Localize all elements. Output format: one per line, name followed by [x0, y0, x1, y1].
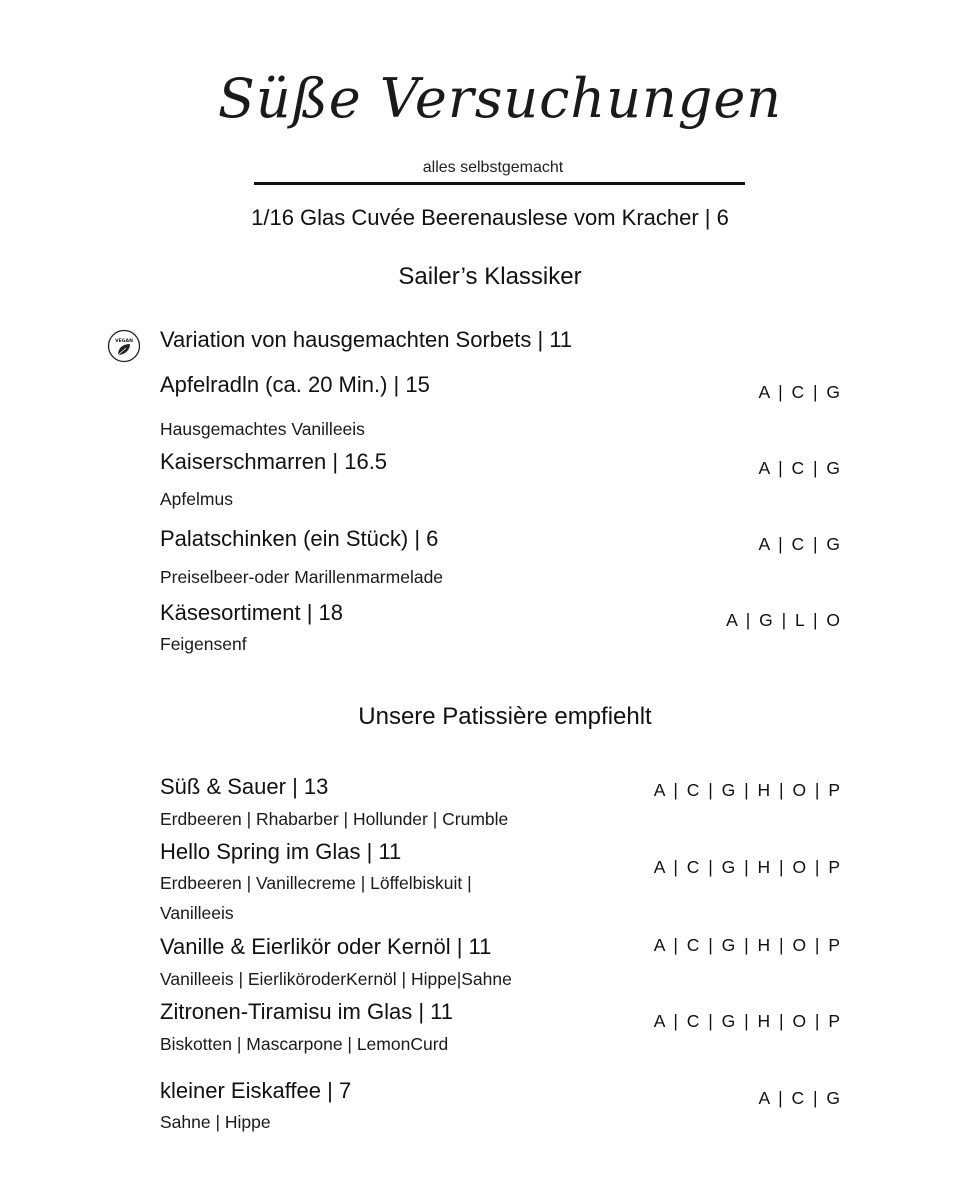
menu-item-allergens: A | G | L | O — [726, 610, 842, 630]
menu-item-description: Biskotten | Mascarpone | LemonCurd — [160, 1034, 449, 1054]
dessert-wine-offer: 1/16 Glas Cuvée Beerenauslese vom Kracher | 6 — [251, 205, 729, 230]
section-title-classics: Sailer’s Klassiker — [398, 263, 582, 290]
menu-tagline: alles selbstgemacht — [422, 159, 564, 176]
menu-item-name: Vanille & Eierlikör oder Kernöl | 11 — [160, 934, 492, 959]
menu-item-description: Apfelmus — [160, 489, 233, 509]
menu-item-allergens: A | C | G — [758, 382, 842, 402]
menu-item-allergens: A | C | G | H | O | P — [653, 1011, 842, 1031]
menu-script-title: Süße Versuchungen — [217, 67, 783, 130]
menu-item-description: Hausgemachtes Vanilleeis — [160, 419, 365, 439]
menu-item-allergens: A | C | G — [758, 534, 842, 554]
menu-item-allergens: A | C | G | H | O | P — [653, 935, 842, 955]
svg-text:VEGAN: VEGAN — [115, 339, 133, 344]
menu-item-allergens: A | C | G | H | O | P — [653, 857, 842, 877]
menu-item-name: kleiner Eiskaffee | 7 — [160, 1078, 352, 1103]
menu-item-name: Hello Spring im Glas | 11 — [160, 839, 402, 864]
menu-item-name: Käsesortiment | 18 — [160, 600, 344, 625]
menu-item-description: Vanilleeis | EierliköroderKernöl | Hippe|Sahne — [160, 969, 512, 989]
menu-item-allergens: A | C | G — [758, 1088, 842, 1108]
menu-item-allergens: A | C | G — [758, 458, 842, 478]
menu-item-name: Zitronen-Tiramisu im Glas | 11 — [160, 999, 454, 1024]
menu-item-name: Süß & Sauer | 13 — [160, 774, 329, 799]
menu-item-description: Feigensenf — [160, 634, 247, 654]
header-divider — [254, 182, 745, 185]
menu-item-allergens: A | C | G | H | O | P — [653, 780, 842, 800]
menu-item-description: Erdbeeren | Rhabarber | Hollunder | Crumble — [160, 809, 509, 829]
menu-item-name: Palatschinken (ein Stück) | 6 — [160, 526, 439, 551]
vegan-badge-icon — [107, 329, 141, 363]
menu-item-description: Erdbeeren | Vanillecreme | Löffelbiskuit | Vanilleeis — [160, 873, 472, 923]
menu-item-description: Preiselbeer-oder Marillenmarmelade — [160, 567, 444, 587]
menu-item-name: Apfelradln (ca. 20 Min.) | 15 — [160, 372, 430, 397]
menu-item-description: Sahne | Hippe — [160, 1112, 271, 1132]
menu-item-name: Variation von hausgemachten Sorbets | 11 — [160, 327, 573, 352]
section-title-patissiere: Unsere Patissière empfiehlt — [358, 703, 652, 730]
menu-item-name: Kaiserschmarren | 16.5 — [160, 449, 388, 474]
